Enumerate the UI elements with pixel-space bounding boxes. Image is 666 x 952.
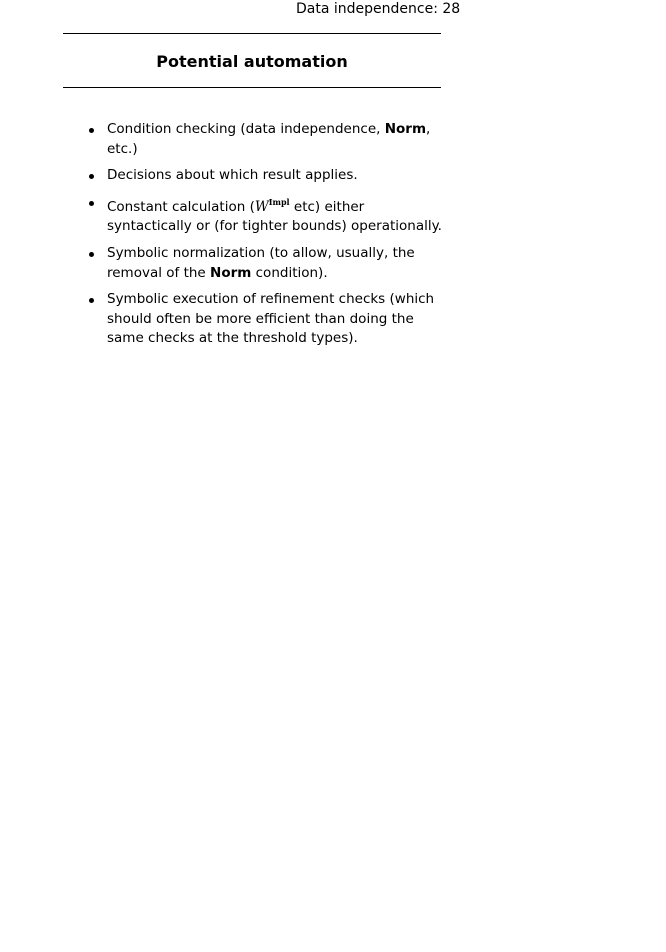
top-rule [63,33,441,34]
bullet-list [85,120,445,356]
bullet-text-bold: Norm [384,121,427,137]
bullet-item [85,193,445,237]
bullet-text-prefix: Constant calculation ( [107,198,255,215]
bullet-dot-icon [89,201,94,206]
bullet-text-suffix: etc) either syntactically or (for tighter bounds) operationally. [107,198,442,235]
bullet-item [85,244,445,283]
page-header-text: Data independence: 28 [296,1,461,17]
bullet-dot-icon [89,174,94,179]
bullet-text-pre: Condition checking (data independence, [107,121,385,137]
bullet-text-bold: Norm [210,264,252,281]
running-header [296,0,461,18]
bullet-dot-icon [89,252,94,257]
bullet-dot-icon [89,128,94,133]
bullet-text-part1: Symbolic normalization (to allow, usually, the removal of the [107,244,415,281]
bullet-item [85,290,445,349]
bullet-text: Decisions about which result applies. [107,167,358,184]
bottom-rule [63,87,441,88]
math-symbol: W [254,198,269,215]
bullet-dot-icon [89,298,94,303]
bullet-text: Symbolic execution of refinement checks (which should often be more efficient than doing the same checks at the threshold types). [107,291,435,347]
bullet-text-post: , etc.) [107,121,431,157]
bullet-text-part2: condition). [251,264,328,281]
bullet-item [85,166,445,186]
math-superscript: Impl [268,196,290,207]
bullet-item [85,120,445,159]
slide-title: Potential automation [156,52,348,71]
